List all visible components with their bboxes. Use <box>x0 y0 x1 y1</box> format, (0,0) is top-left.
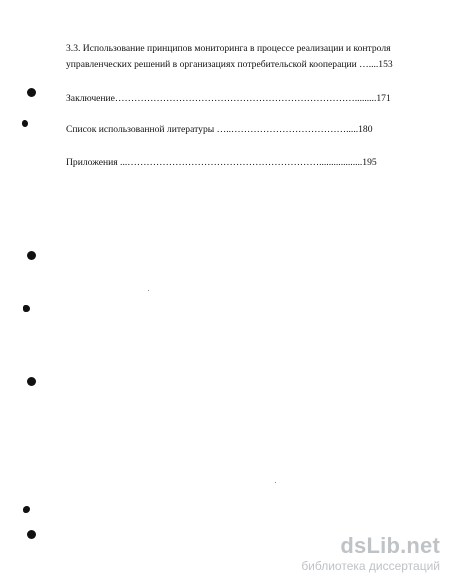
scan-hole-mark <box>27 251 36 260</box>
toc-entry-references: Список использованной литературы …..……………………………….....180 <box>66 124 373 135</box>
scan-speck <box>148 290 149 291</box>
scan-hole-mark <box>27 88 36 97</box>
toc-entry-appendices: Приложения ...……………………………………………………..................195 <box>66 157 377 168</box>
watermark <box>301 535 440 573</box>
scan-hole-mark <box>27 530 36 539</box>
scan-ink-blot <box>23 506 30 513</box>
watermark-logo: dsLib.net <box>340 533 440 558</box>
toc-entry-3-3-line-2: управленческих решений в организациях потребительской кооперации …....153 <box>66 59 393 70</box>
scan-ink-blot <box>22 120 28 127</box>
toc-entry-3-3-line-1: 3.3. Использование принципов мониторинга в процессе реализации и контроля <box>66 43 391 54</box>
watermark-subtitle: библиотека диссертаций <box>301 559 440 573</box>
scan-ink-blot <box>23 305 30 312</box>
toc-entry-conclusion: Заключение………………………………………………………………….........171 <box>66 93 391 104</box>
scan-hole-mark <box>27 377 36 386</box>
scan-speck <box>275 482 276 483</box>
